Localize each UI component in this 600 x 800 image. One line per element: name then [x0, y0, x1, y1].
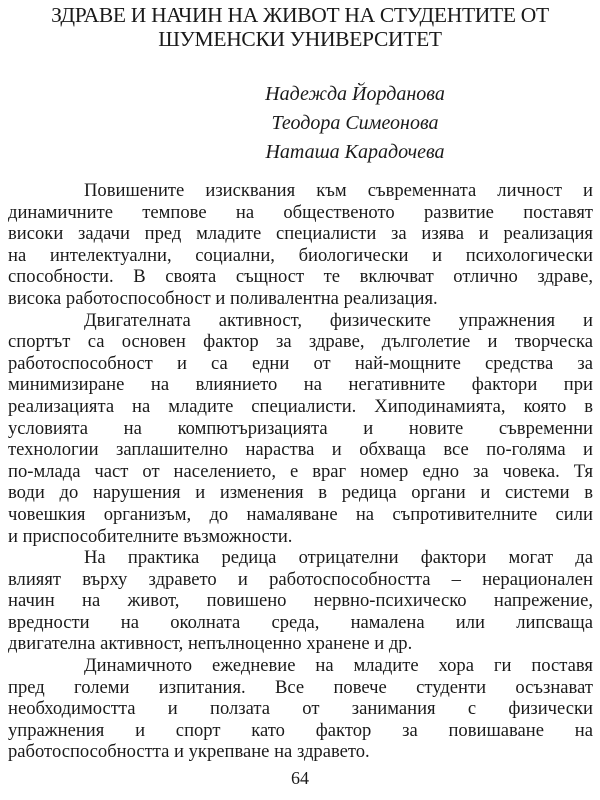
text-line: вредности на околната среда, намалена или липсваща: [8, 611, 593, 633]
text-line: Динамичното ежедневие на младите хора ги поставя: [84, 655, 593, 677]
author-name: Надежда Йорданова: [265, 83, 445, 105]
text-line: човешкия организъм, до намаляване на съпротивителните сили: [8, 503, 593, 525]
text-line: работоспособността и укрепване на здравето.: [8, 741, 370, 763]
title-line: ЗДРАВЕ И НАЧИН НА ЖИВОТ НА СТУДЕНТИТЕ ОТ: [51, 3, 549, 27]
text-line: и приспособителните възможности.: [8, 525, 293, 547]
paragraph: [8, 310, 593, 548]
text-line: реализацията на младите специалисти. Хиподинамията, която в: [8, 395, 593, 417]
text-line: висока работоспособност и поливалентна реализация.: [8, 287, 438, 309]
author-name: Наташа Карадочева: [265, 141, 445, 163]
article-body: [8, 180, 593, 763]
text-line: На практика редица отрицателни фактори могат да: [84, 547, 593, 569]
title-line: ШУМЕНСКИ УНИВЕРСИТЕТ: [158, 27, 442, 51]
page-number: 64: [291, 768, 309, 788]
text-line: необходимостта и ползата от занимания с физически: [8, 698, 593, 720]
author-list: [0, 80, 600, 167]
text-line: двигателна активност, непълноценно хранене и др.: [8, 633, 413, 655]
text-line: високи задачи пред младите специалисти за изява и реализация: [8, 223, 593, 245]
text-line: Повишените изисквания към съвременната личност и: [84, 180, 593, 201]
text-line: по-млада част от населението, е враг номер едно за човека. Тя: [8, 460, 593, 482]
paragraph: [8, 180, 593, 310]
paragraph: [8, 547, 593, 655]
text-line: пред големи изпитания. Все повече студенти осъзнават: [8, 676, 593, 698]
text-line: води до нарушения и изменения в редица органи и системи в: [8, 482, 593, 504]
text-line: на интелектуални, социални, биологически и психологически: [8, 244, 593, 266]
text-line: спортът са основен фактор за здраве, дълголетие и творческа: [8, 331, 593, 353]
text-line: начин на живот, повишено нервно-психическо напрежение,: [8, 590, 593, 612]
text-line: минимизиране на влиянието на негативните фактори при: [8, 374, 593, 396]
text-line: влияят върху здравето и работоспособността – нерационален: [8, 568, 593, 590]
text-line: технологии заплашително нараства и обхваща все по-голяма и: [8, 439, 593, 461]
text-line: работоспособност и са едни от най-мощните средства за: [8, 352, 593, 374]
paragraph: [8, 655, 593, 763]
text-line: Двигателната активност, физическите упражнения и: [84, 309, 593, 331]
text-line: динамичните темпове на общественото развитие поставят: [8, 201, 593, 223]
text-line: упражнения и спорт като фактор за повишаване на: [8, 719, 593, 741]
article-title: [0, 3, 600, 51]
author-name: Теодора Симеонова: [271, 112, 439, 134]
text-line: условията на компютъризацията и новите съвременни: [8, 417, 593, 439]
text-line: способности. В своята същност те включват отлично здраве,: [8, 266, 593, 288]
